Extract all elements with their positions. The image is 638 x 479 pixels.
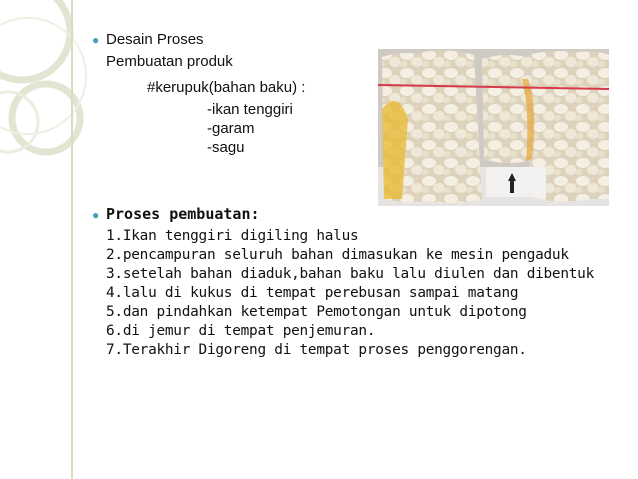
ingredient-item: -ikan tenggiri [207,101,293,118]
vertical-divider [71,0,73,479]
step-item: 3.setelah bahan diaduk,bahan baku lalu diulen dan dibentuk [106,266,595,282]
section-title-proses: Proses pembuatan: [106,205,260,223]
ingredient-item: -sagu [207,139,245,156]
section-subtitle: Pembuatan produk [106,53,233,70]
step-item: 1.Ikan tenggiri digiling halus [106,228,359,244]
ingredients-heading: #kerupuk(bahan baku) : [147,79,306,96]
step-item: 5.dan pindahkan ketempat Pemotongan untuk dipotong [106,304,527,320]
step-item: 4.lalu di kukus di tempat perebusan sampai matang [106,285,519,301]
step-item: 6.di jemur di tempat penjemuran. [106,323,376,339]
section-title-desain: Desain Proses [106,31,204,48]
step-item: 2.pencampuran seluruh bahan dimasukan ke mesin pengaduk [106,247,569,263]
step-item: 7.Terakhir Digoreng di tempat proses penggorengan. [106,342,527,358]
ingredient-item: -garam [207,120,255,137]
process-steps-list [106,227,594,360]
bullet-icon: ● [92,208,100,222]
bullet-icon: ● [92,33,100,47]
kerupuk-photo [378,49,609,206]
